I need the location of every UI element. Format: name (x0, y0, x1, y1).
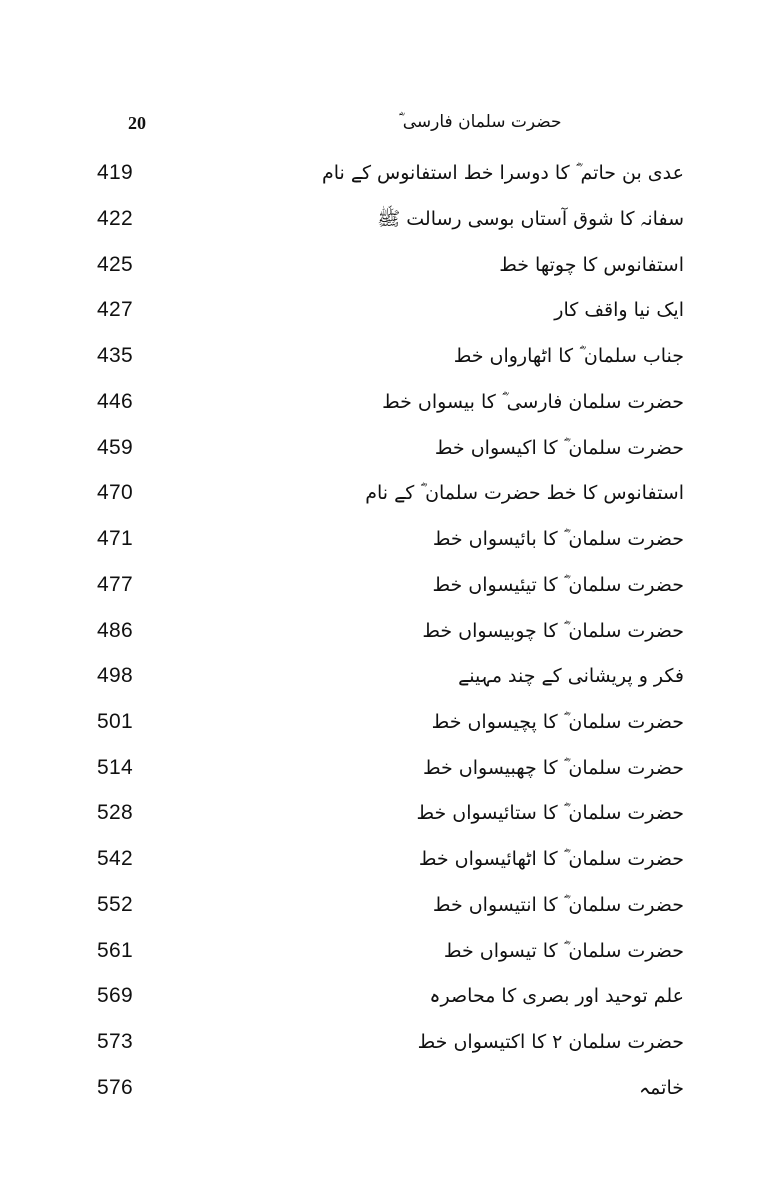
toc-entry (0, 1022, 769, 1062)
toc-entry-page: 435 (97, 344, 133, 367)
toc-entry (0, 565, 769, 605)
toc-entry-title: عدی بن حاتم ؓ کا دوسرا خط استفانوس کے نام (321, 162, 684, 184)
toc-entry-page: 419 (97, 161, 133, 184)
toc-entry (0, 245, 769, 285)
toc-entry (0, 793, 769, 833)
toc-entry-title: حضرت سلمان ؓ کا تیسواں خط (443, 940, 684, 962)
toc-entry-title: جناب سلمان ؓ کا اٹھارواں خط (453, 345, 684, 367)
page-number: 20 (128, 113, 146, 133)
toc-entry (0, 748, 769, 788)
toc-entry (0, 611, 769, 651)
toc-entry-title: حضرت سلمان ؓ کا اٹھائیسواں خط (418, 848, 684, 870)
toc-entry-title: حضرت سلمان ؓ کا پچیسواں خط (431, 711, 684, 733)
toc-entry-page: 459 (97, 436, 133, 459)
toc-entry-title: حضرت سلمان ؓ کا چوبیسواں خط (422, 620, 684, 642)
toc-entry-page: 569 (97, 984, 133, 1007)
toc-entry-title: علم توحید اور بصری کا محاصرہ (429, 985, 684, 1007)
toc-entry-title: حضرت سلمان ؓ کا اکیسواں خط (434, 437, 684, 459)
toc-entry-page: 470 (97, 481, 133, 504)
toc-entry-page: 422 (97, 207, 133, 230)
toc-entry-page: 514 (97, 756, 133, 779)
toc-entry (0, 885, 769, 925)
toc-entry (0, 839, 769, 879)
toc-entry-title: فکر و پریشانی کے چند مہینے (458, 665, 684, 687)
toc-entry-page: 486 (97, 619, 133, 642)
toc-entry (0, 931, 769, 971)
toc-entry-page: 552 (97, 893, 133, 916)
toc-entry-page: 573 (97, 1030, 133, 1053)
toc-entry (0, 290, 769, 330)
toc-entry-title: حضرت سلمان فارسی ؓ کا بیسواں خط (382, 391, 684, 413)
toc-entry-page: 542 (97, 847, 133, 870)
toc-entry-title: ایک نیا واقف کار (554, 299, 684, 321)
toc-entry (0, 656, 769, 696)
toc-entry (0, 976, 769, 1016)
toc-entry-page: 498 (97, 664, 133, 687)
toc-entry-page: 471 (97, 527, 133, 550)
running-title: حضرت سلمان فارسی ؓ (398, 112, 562, 132)
toc-entry-title: حضرت سلمان ۲ کا اکتیسواں خط (417, 1031, 684, 1053)
toc-entry-title: استفانوس کا چوتھا خط (499, 254, 684, 276)
toc-entry-page: 501 (97, 710, 133, 733)
toc-entry-title: حضرت سلمان ؓ کا تیئیسواں خط (432, 574, 684, 596)
toc-entry (0, 1068, 769, 1108)
toc-entry (0, 473, 769, 513)
toc-entry-page: 576 (97, 1076, 133, 1099)
toc-entry-title: خاتمہ (639, 1077, 684, 1099)
toc-entry (0, 519, 769, 559)
toc-entry-title: سفانہ کا شوق آستاں بوسی رسالت ﷺ (377, 208, 684, 230)
toc-entry-page: 425 (97, 253, 133, 276)
toc-entry (0, 199, 769, 239)
toc-entry (0, 382, 769, 422)
toc-entry-page: 561 (97, 939, 133, 962)
toc-entry (0, 702, 769, 742)
toc-entry-title: استفانوس کا خط حضرت سلمان ؓ کے نام (365, 482, 684, 504)
toc-entry (0, 153, 769, 193)
toc-entry (0, 428, 769, 468)
toc-entry (0, 336, 769, 376)
toc-entry-page: 477 (97, 573, 133, 596)
toc-entry-title: حضرت سلمان ؓ کا ستائیسواں خط (416, 802, 684, 824)
toc-entry-title: حضرت سلمان ؓ کا چھبیسواں خط (422, 757, 684, 779)
toc-entry-page: 446 (97, 390, 133, 413)
toc-entry-title: حضرت سلمان ؓ کا بائیسواں خط (432, 528, 684, 550)
toc-entry-page: 427 (97, 298, 133, 321)
toc-entry-page: 528 (97, 801, 133, 824)
toc-entry-title: حضرت سلمان ؓ کا انتیسواں خط (432, 894, 684, 916)
